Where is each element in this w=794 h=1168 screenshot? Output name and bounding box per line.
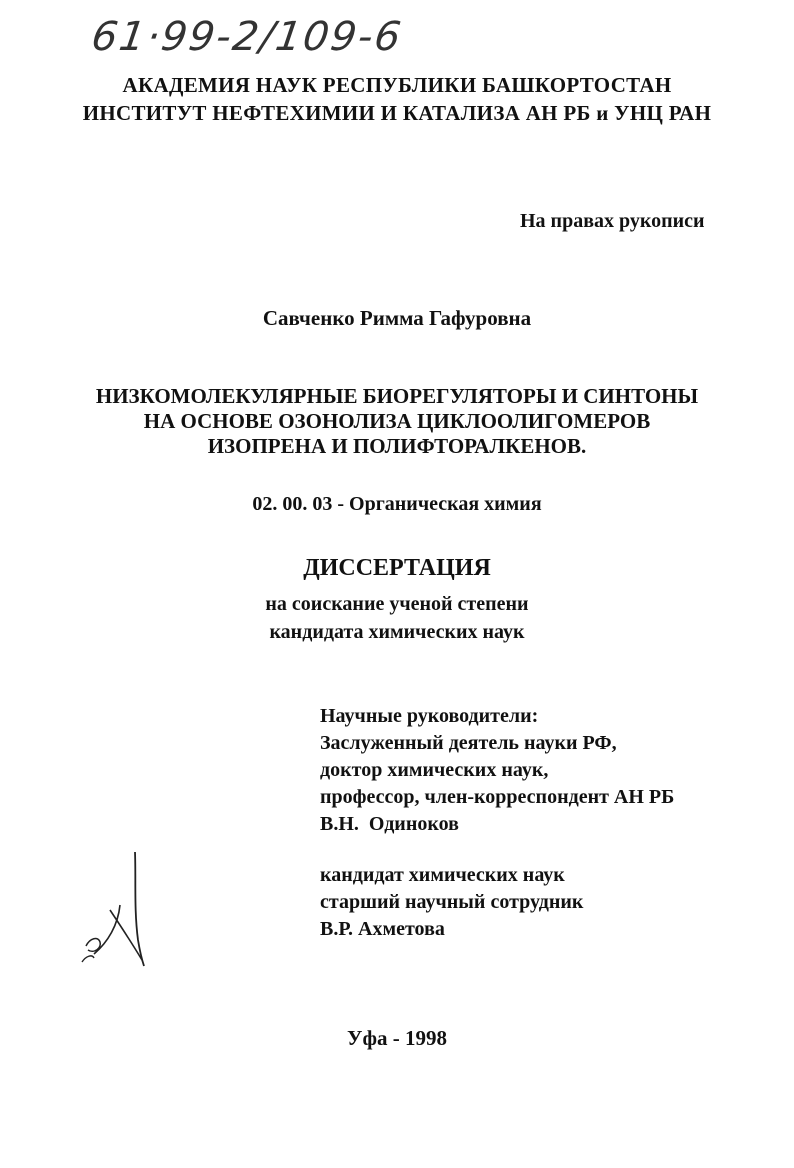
- supervisors-heading: Научные руководители:: [320, 705, 539, 727]
- dissertation-title: [0, 384, 794, 459]
- supervisors-block-1: [320, 703, 674, 838]
- author-name: Савченко Римма Гафуровна: [262, 306, 532, 330]
- degree-line-2: кандидата химических наук: [269, 621, 525, 643]
- title-line-1: НИЗКОМОЛЕКУЛЯРНЫЕ БИОРЕГУЛЯТОРЫ И СИНТОНЫ: [95, 384, 699, 408]
- supervisor-2-name: В.Р. Ахметова: [320, 918, 445, 940]
- title-line-3: ИЗОПРЕНА И ПОЛИФТОРАЛКЕНОВ.: [207, 434, 587, 458]
- degree-description: [0, 590, 794, 646]
- title-line-2: НА ОСНОВЕ ОЗОНОЛИЗА ЦИКЛООЛИГОМЕРОВ: [143, 409, 651, 433]
- handwritten-signature: [80, 850, 170, 970]
- supervisor-1-position: профессор, член-корреспондент АН РБ: [320, 786, 675, 808]
- supervisor-1-degree: доктор химических наук,: [320, 759, 549, 781]
- dissertation-heading: ДИССЕРТАЦИЯ: [303, 555, 491, 581]
- specialty-code: 02. 00. 03 - Органическая химия: [252, 493, 542, 515]
- academy-heading: АКАДЕМИЯ НАУК РЕСПУБЛИКИ БАШКОРТОСТАН: [122, 73, 672, 97]
- supervisor-1-title: Заслуженный деятель науки РФ,: [320, 732, 617, 754]
- handwritten-archive-code: 61·99-2/109-6: [88, 14, 406, 60]
- supervisors-block-2: [320, 862, 583, 943]
- supervisor-2-degree: кандидат химических наук: [320, 864, 565, 886]
- supervisor-2-position: старший научный сотрудник: [320, 891, 584, 913]
- manuscript-note: На правах рукописи: [520, 210, 705, 232]
- supervisor-1-name: В.Н. Одиноков: [320, 813, 459, 835]
- institute-heading: ИНСТИТУТ НЕФТЕХИМИИ И КАТАЛИЗА АН РБ и УНЦ РАН: [82, 101, 712, 125]
- degree-line-1: на соискание ученой степени: [265, 593, 529, 615]
- city-year: Уфа - 1998: [347, 1026, 447, 1050]
